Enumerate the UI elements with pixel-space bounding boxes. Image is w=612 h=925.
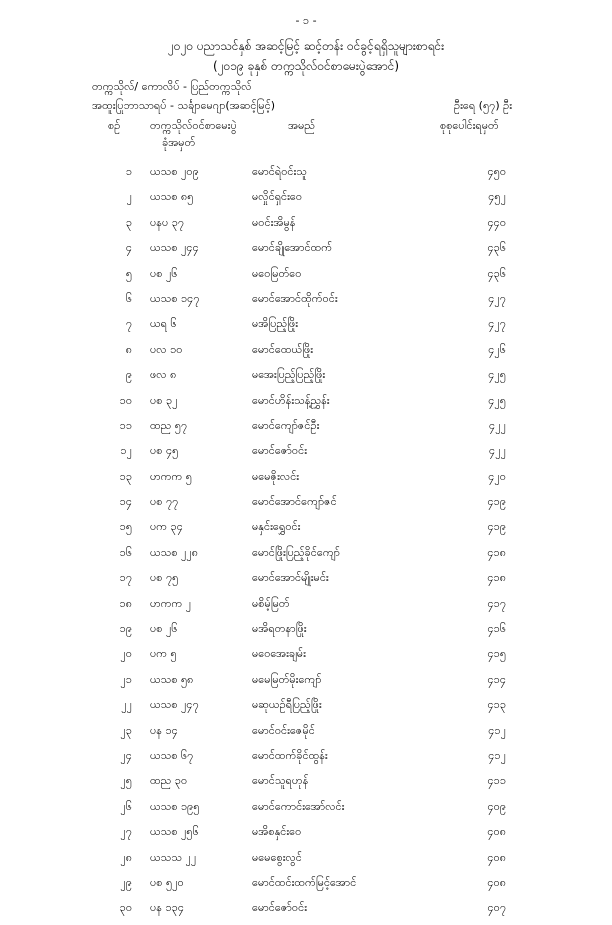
table-row [0, 290, 612, 315]
document-title: ၂၀၂၀ ပညာသင်နှစ် အဆင့်မြင့် ဆင့်တန်း ဝင်ခွင့်ရရှိသူများစာရင်း [167, 39, 445, 53]
table-row [0, 595, 612, 620]
roll-number: ပစ ၄၅ [150, 444, 179, 458]
total-score: ၄၀၉ [487, 799, 506, 813]
column-header-roll-line2: ခုံအမှတ် [162, 136, 196, 149]
row-number: ၂၅ [120, 774, 132, 788]
column-header-no: စဉ် [108, 119, 121, 132]
roll-number: ပစ ၃၂ [150, 393, 178, 407]
table-row [0, 544, 612, 569]
table-row [0, 417, 612, 442]
student-name: မအေးပြည့်ပြည့်ဖြိုး [252, 368, 326, 382]
roll-number: ယသစ ၂၄၇ [150, 698, 199, 712]
roll-number: ထည ၃၀ [150, 774, 188, 788]
table-row [0, 442, 612, 467]
roll-number: ယသစ ၁၉၅ [150, 799, 200, 813]
row-number: ၂၆ [120, 799, 132, 813]
roll-number: ယသစ ၂၀၉ [150, 165, 199, 178]
student-name: မဝေအေးချမ်း [252, 647, 306, 661]
total-score: ၄၁၄ [487, 672, 506, 686]
total-score: ၄၁၃ [487, 698, 506, 712]
page-number: - ၁ - [295, 14, 317, 27]
table-row [0, 468, 612, 493]
university-label: တက္ကသိုလ်/ ကောလိပ် - ပြည်တက္ကသိုလ် [92, 80, 252, 93]
student-name: မဆုယဉ်ရီပြည့်ဖြိုး [252, 698, 322, 712]
table-row [0, 671, 612, 696]
row-number: ၁၅ [119, 520, 132, 534]
roll-number: ပစ ၅၂၀ [150, 875, 184, 889]
column-header-name: အမည် [288, 119, 316, 132]
table-row [0, 696, 612, 721]
total-score: ၄၃၆ [487, 241, 506, 255]
roll-number: ပစ ၇၇ [150, 495, 179, 509]
student-name: မအိရတနာဖြိုး [252, 622, 307, 636]
roll-number: ဟကက ၅ [150, 469, 192, 483]
table-row [0, 645, 612, 670]
student-name: မောင်ချိုအောင်ထက် [252, 241, 333, 255]
column-header-roll: တက္ကသိုလ်ဝင်စာမေးပွဲ [150, 119, 237, 132]
total-score: ၄၀၈ [487, 825, 506, 839]
student-name: မောင်အောင်မျိုးမင်း [252, 571, 329, 585]
row-number: ၂ [126, 190, 132, 204]
row-number: ၂၁ [120, 672, 132, 686]
total-score: ၄၀၈ [487, 875, 506, 889]
table-row [0, 265, 612, 290]
student-name: မမေစွေးလွင် [252, 850, 302, 864]
table-row [0, 392, 612, 417]
row-number: ၉ [125, 368, 132, 382]
student-name: မမေဇိုးလင်း [252, 469, 300, 483]
roll-number: ပစ ၂၆ [150, 622, 178, 636]
total-score: ၄၁၂ [488, 748, 506, 762]
row-number: ၃ [125, 215, 132, 229]
roll-number: ပက ၅ [150, 647, 177, 661]
total-score: ၄၁၅ [487, 647, 506, 661]
row-number: ၁၂ [120, 444, 132, 458]
row-number: ၂၀ [120, 647, 132, 661]
roll-number: ယသသ ၂၂ [150, 850, 197, 864]
row-number: ၂၈ [120, 850, 132, 864]
student-name: မောင်ရဲဝင်းသူ [252, 165, 307, 178]
table-row [0, 772, 612, 797]
table-row [0, 798, 612, 823]
row-number: ၁၇ [119, 571, 132, 585]
roll-number: ယသစ ၂၅၆ [150, 825, 199, 839]
table-row [0, 518, 612, 543]
table-row [0, 214, 612, 239]
total-score: ၄၁၈ [487, 571, 506, 585]
student-name: မမေမြတ်မိုးကျော် [252, 672, 322, 686]
column-header-score: စုစုပေါင်းရမှတ် [440, 119, 499, 132]
total-score: ၄၁၆ [487, 622, 506, 636]
total-score: ၄၀၇ [487, 901, 506, 915]
student-name: မအိပြည့်ဖြိုး [252, 317, 299, 331]
total-score: ၄၂၀ [488, 469, 506, 483]
row-number: ၂၃ [120, 723, 132, 737]
row-number: ၂၇ [120, 825, 132, 839]
roll-number: ယသစ ၂၄၄ [150, 241, 199, 255]
total-score: ၄၄၀ [487, 215, 506, 229]
table-row [0, 315, 612, 340]
total-score: ၄၂၅ [488, 368, 506, 382]
roll-number: ပစ ၇၅ [150, 571, 179, 585]
table-row [0, 849, 612, 874]
student-name: မောင်ဇော်ဝင်း [252, 444, 307, 458]
total-score: ၄၁၉ [487, 520, 506, 534]
major-subject: အထူးပြုဘာသာရပ် - သင်္ချာမေဂျာ(အဆင့်မြင့်) [92, 99, 276, 112]
student-name: မောင်ထေယ်ဖြိုး [252, 342, 314, 356]
row-number: ၂၄ [120, 748, 132, 762]
table-row [0, 747, 612, 772]
document-subtitle: (၂၀၁၉ ခုနှစ် တက္ကသိုလ်ဝင်စာမေးပွဲအောင်) [212, 59, 400, 73]
row-number: ၂၂ [121, 698, 132, 712]
table-row [0, 366, 612, 391]
table-row [0, 163, 612, 188]
roll-number: ယရ ၆ [150, 317, 177, 331]
roll-number: ယသစ ၁၄၇ [150, 291, 200, 305]
results-table [0, 163, 612, 925]
row-number: ၁၁ [119, 418, 132, 432]
student-name: မောင်ဝင်းဇေမိုင် [252, 723, 315, 737]
row-number: ၁၈ [119, 596, 132, 610]
student-name: မနှင်းရွှေဝင်း [252, 520, 301, 534]
total-score: ၄၃၆ [487, 266, 506, 280]
table-row [0, 493, 612, 518]
row-number: ၁၀ [119, 393, 132, 407]
total-score: ၄၁၉ [487, 495, 506, 509]
row-number: ၆ [125, 291, 132, 305]
total-score: ၄၂၇ [488, 291, 506, 305]
student-name: မောင်ကျော်ဇင်ဦး [252, 418, 320, 432]
student-name: မောင်အောင်ထိုက်ဝင်း [252, 291, 338, 305]
table-row [0, 620, 612, 645]
total-score: ၄၅၀ [487, 165, 506, 178]
student-name: မောင်ဟိန်းသန့်ညွှန်း [252, 393, 330, 407]
student-name: မဝင်းအိမွန် [252, 215, 296, 229]
table-header [0, 119, 612, 155]
row-number: ၄ [125, 241, 132, 255]
roll-number: ထည ၅၇ [150, 418, 188, 432]
total-score: ၄၂၆ [488, 342, 506, 356]
roll-number: ပန ၁၄ [150, 723, 178, 737]
total-score: ၄၂၂ [489, 444, 506, 458]
row-number: ၁၄ [119, 495, 132, 509]
roll-number: ဟကက ၂ [150, 596, 192, 610]
student-name: မောင်ကောင်းအော်လင်း [252, 799, 345, 813]
row-number: ၁၆ [119, 545, 132, 559]
table-row [0, 899, 612, 924]
total-score: ၄၁၇ [487, 596, 506, 610]
table-row [0, 722, 612, 747]
roll-number: ယသစ ၅၈ [150, 672, 194, 686]
student-name: မောင်ထက်ခိုင်ထွန်း [252, 748, 328, 762]
roll-number: ပက ၃၄ [150, 520, 183, 534]
total-score: ၄၁၁ [487, 774, 506, 788]
table-row [0, 239, 612, 264]
student-name: မောင်ဇော်ဝင်း [252, 901, 307, 915]
roll-number: ယသစ ၂၂၈ [150, 545, 199, 559]
roll-number: ဖလ ၈ [150, 368, 177, 382]
total-score: ၄၅၂ [488, 190, 506, 204]
row-number: ၃၀ [119, 901, 132, 915]
roll-number: ယသစ ၆၇ [150, 748, 194, 762]
table-row [0, 341, 612, 366]
roll-number: ပန ၁၃၄ [150, 901, 185, 915]
total-score: ၄၂၅ [488, 393, 506, 407]
total-score: ၄၂၇ [488, 317, 506, 331]
roll-number: ပစ ၂၆ [150, 266, 178, 280]
total-score: ၄၁၂ [488, 723, 506, 737]
total-score: ၄၁၈ [487, 545, 506, 559]
student-name: မောင်သူရဟုန် [252, 774, 309, 788]
student-name: မောင်ဖြိုးပြည့်ခိုင်ကျော် [252, 545, 340, 559]
student-name: မောင်ထင်းထက်မြင့်အောင် [252, 875, 357, 889]
student-name: မဝေမြတ်ဝေ [252, 266, 302, 280]
student-name: မစိမ့်မြတ် [252, 596, 290, 610]
total-count: ဦးရေ (၅၇) ဦး [453, 99, 512, 112]
student-name: မောင်အောင်ကျော်ဇင် [252, 495, 337, 509]
roll-number: ပနပ ၃၇ [150, 215, 185, 229]
student-name: မအိစနှင်းဝေ [252, 825, 302, 839]
row-number: ၂၉ [120, 875, 132, 889]
row-number: ၇ [125, 317, 132, 331]
total-score: ၄၂၂ [489, 418, 506, 432]
total-score: ၄၀၈ [487, 850, 506, 864]
student-name: မလှိုင်ရှင်းဝေ [252, 190, 303, 204]
table-row [0, 569, 612, 594]
row-number: ၈ [125, 342, 132, 356]
row-number: ၅ [125, 266, 132, 280]
table-row [0, 874, 612, 899]
roll-number: ပလ ၁၀ [150, 342, 183, 356]
row-number: ၁၉ [119, 622, 132, 636]
row-number: ၁ [125, 165, 132, 178]
table-row [0, 188, 612, 213]
row-number: ၁၃ [119, 469, 132, 483]
roll-number: ယသစ ၈၅ [150, 190, 194, 204]
table-row [0, 823, 612, 848]
